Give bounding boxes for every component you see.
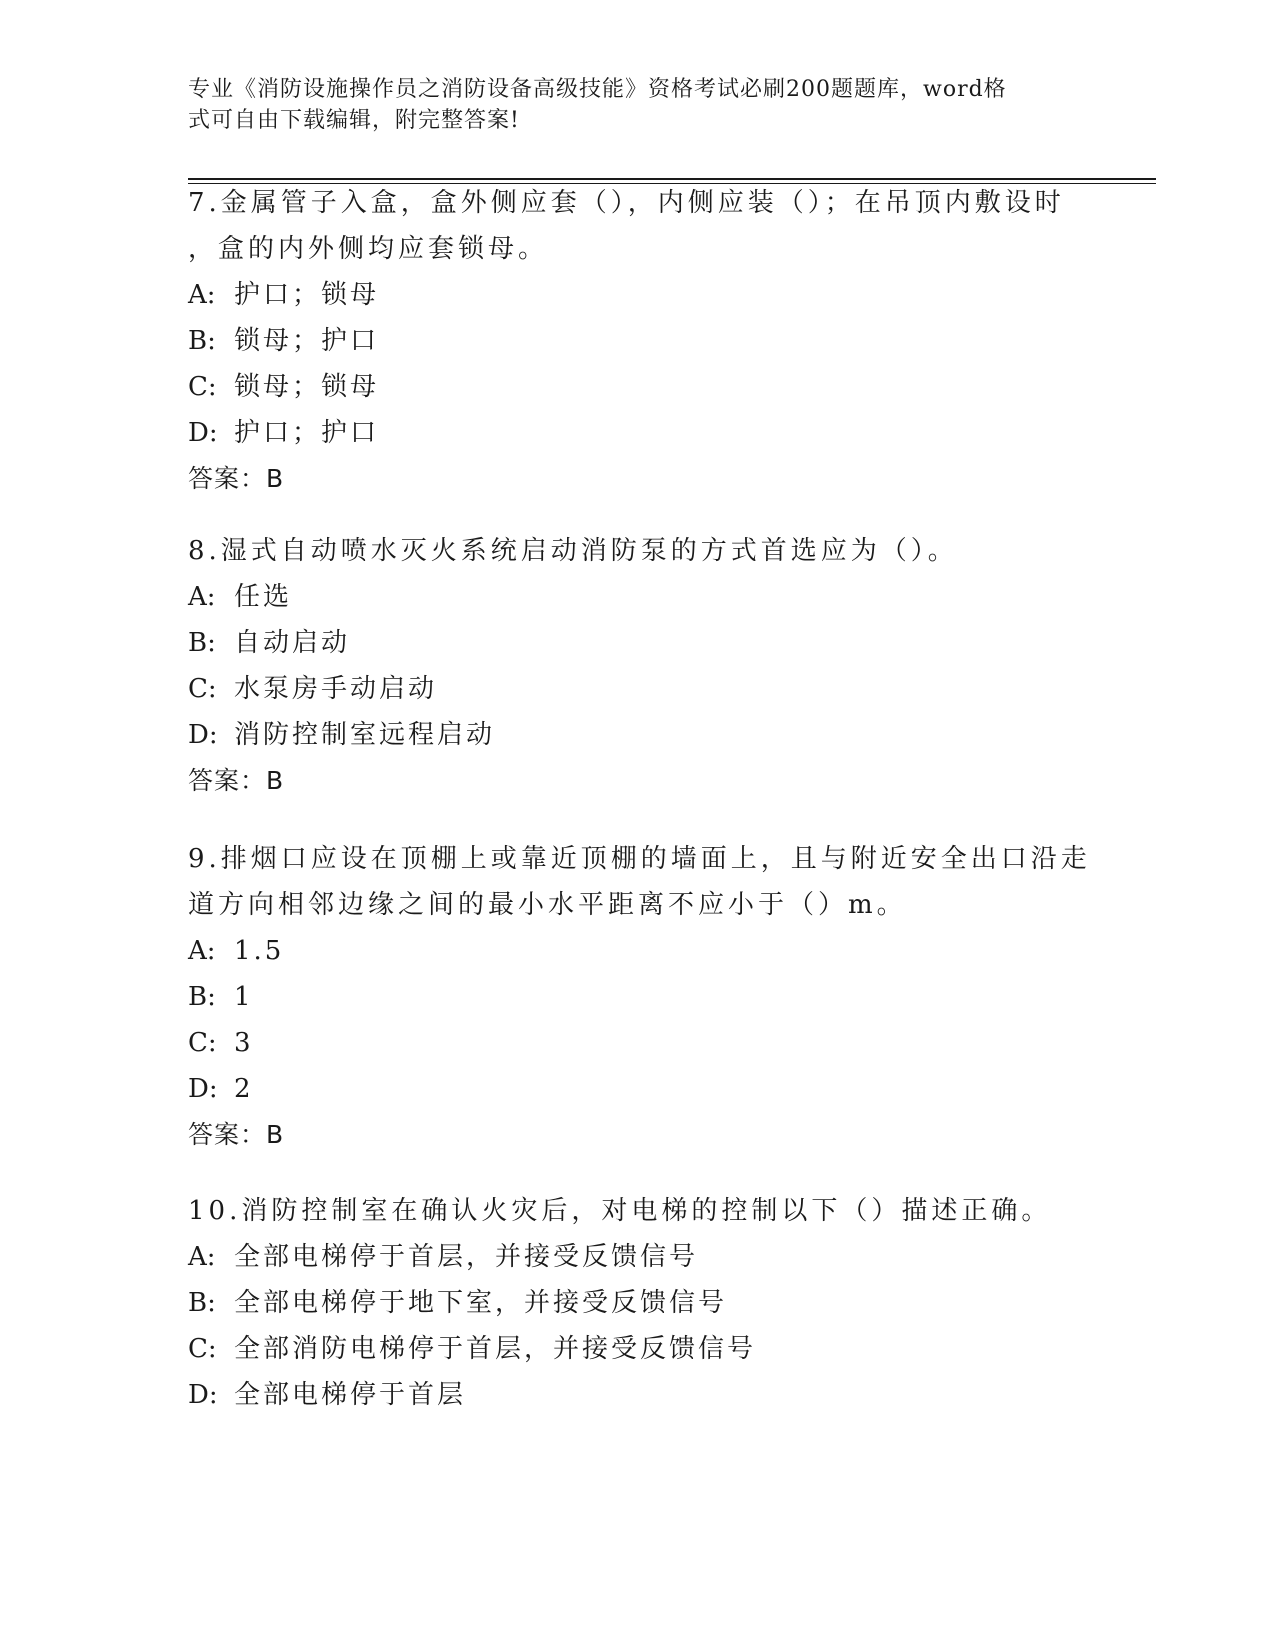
option-a bbox=[188, 1234, 1088, 1280]
option-text: 全部消防电梯停于首层，并接受反馈信号 bbox=[234, 1334, 757, 1364]
option-label: B: bbox=[188, 982, 216, 1012]
option-label: D: bbox=[188, 1074, 218, 1104]
option-a bbox=[188, 928, 1088, 974]
option-label: B: bbox=[188, 326, 216, 356]
option-d bbox=[188, 1372, 1088, 1418]
option-c bbox=[188, 1326, 1088, 1372]
option-text: 2 bbox=[234, 1074, 254, 1104]
option-d bbox=[188, 410, 1088, 456]
answer-line: 答案：B bbox=[188, 766, 285, 795]
option-label: A: bbox=[188, 280, 216, 310]
option-label: D: bbox=[188, 418, 218, 448]
option-d bbox=[188, 712, 1088, 758]
option-c bbox=[188, 364, 1088, 410]
option-text: 1 bbox=[234, 982, 254, 1012]
question-8 bbox=[188, 528, 1088, 804]
question-7 bbox=[188, 180, 1088, 502]
option-label: A: bbox=[188, 936, 216, 966]
option-a bbox=[188, 574, 1088, 620]
option-text: 水泵房手动启动 bbox=[234, 674, 438, 704]
option-text: 3 bbox=[234, 1028, 254, 1058]
option-text: 自动启动 bbox=[234, 628, 351, 658]
question-10 bbox=[188, 1188, 1088, 1418]
option-b bbox=[188, 620, 1088, 666]
option-text: 全部电梯停于地下室，并接受反馈信号 bbox=[234, 1288, 728, 1318]
question-stem-line: 7.金属管子入盒，盒外侧应套（），内侧应装（）；在吊顶内敷设时 bbox=[188, 188, 1065, 218]
option-d bbox=[188, 1066, 1088, 1112]
option-text: 护口；护口 bbox=[234, 418, 380, 448]
option-text: 护口；锁母 bbox=[234, 280, 380, 310]
option-text: 锁母；锁母 bbox=[234, 372, 380, 402]
option-text: 任选 bbox=[234, 582, 293, 612]
option-label: B: bbox=[188, 628, 216, 658]
option-c bbox=[188, 666, 1088, 712]
option-label: C: bbox=[188, 1028, 217, 1058]
option-text: 全部电梯停于首层 bbox=[234, 1380, 467, 1410]
question-stem-line: ，盒的内外侧均应套锁母。 bbox=[188, 234, 549, 264]
question-stem-line: 道方向相邻边缘之间的最小水平距离不应小于（）m。 bbox=[188, 890, 907, 920]
option-label: A: bbox=[188, 582, 216, 612]
option-b bbox=[188, 974, 1088, 1020]
option-text: 1.5 bbox=[234, 936, 285, 966]
answer-line: 答案：B bbox=[188, 1120, 285, 1149]
option-label: C: bbox=[188, 1334, 217, 1364]
option-text: 锁母；护口 bbox=[234, 326, 380, 356]
question-stem-line: 9.排烟口应设在顶棚上或靠近顶棚的墙面上，且与附近安全出口沿走 bbox=[188, 844, 1091, 874]
option-text: 消防控制室远程启动 bbox=[234, 720, 496, 750]
header-line-1: 专业《消防设施操作员之消防设备高级技能》资格考试必刷200题题库，word格 bbox=[188, 77, 1007, 102]
document-header bbox=[188, 74, 1068, 136]
option-b bbox=[188, 318, 1088, 364]
option-label: C: bbox=[188, 372, 217, 402]
option-label: A: bbox=[188, 1242, 216, 1272]
question-stem-line: 10.消防控制室在确认火灾后，对电梯的控制以下（）描述正确。 bbox=[188, 1196, 1052, 1226]
question-stem-line: 8.湿式自动喷水灭火系统启动消防泵的方式首选应为（）。 bbox=[188, 536, 958, 566]
option-b bbox=[188, 1280, 1088, 1326]
option-c bbox=[188, 1020, 1088, 1066]
option-label: B: bbox=[188, 1288, 216, 1318]
header-line-2: 式可自由下载编辑，附完整答案! bbox=[188, 108, 520, 133]
question-9 bbox=[188, 836, 1091, 1158]
answer-line: 答案：B bbox=[188, 464, 285, 493]
option-label: D: bbox=[188, 720, 218, 750]
option-text: 全部电梯停于首层，并接受反馈信号 bbox=[234, 1242, 699, 1272]
option-label: C: bbox=[188, 674, 217, 704]
option-a bbox=[188, 272, 1088, 318]
option-label: D: bbox=[188, 1380, 218, 1410]
